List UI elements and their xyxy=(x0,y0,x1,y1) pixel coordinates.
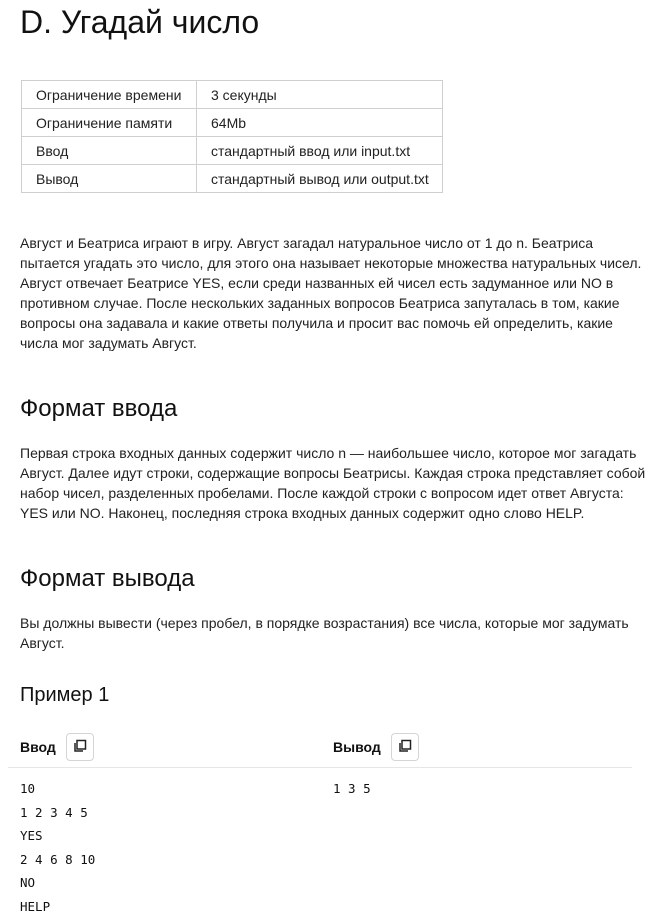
example-output-header xyxy=(333,732,419,762)
copy-icon xyxy=(73,739,87,756)
input-format-heading: Формат ввода xyxy=(20,395,178,422)
code-line: 10 xyxy=(20,781,36,796)
example-input-code xyxy=(20,777,95,919)
limits-row-time xyxy=(22,81,443,109)
output-format-text: Вы должны вывести (через пробел, в порядке возрастания) все числа, которые мог задумать Август. xyxy=(20,615,629,651)
limit-key: Ограничение памяти xyxy=(22,109,197,137)
example-divider xyxy=(8,767,632,768)
problem-statement: Август и Беатриса играют в игру. Август загадал натуральное число от 1 до n. Беатриса пытается угадать это число, для этого она называет некоторые множества натуральных чисел. Август отвечает Беатрисе YES, если среди названных ей чисел есть задуманное или NO в противном случае. После нескольких заданных вопросов Беатриса запуталась в том, какие вопросы она задавала и какие ответы получила и просит вас помочь ей определить, какие числа мог задумать Август. xyxy=(20,235,642,351)
limit-value: 64Mb xyxy=(197,109,443,137)
limit-key: Вывод xyxy=(22,165,197,193)
limits-table xyxy=(21,80,443,193)
example-input-label: Ввод xyxy=(20,739,56,755)
code-line: 2 4 6 8 10 xyxy=(20,851,96,867)
code-line: 1 2 3 4 5 xyxy=(20,804,88,820)
example-output-label: Вывод xyxy=(333,739,381,755)
code-line: NO xyxy=(20,875,36,891)
code-line: 1 3 5 xyxy=(333,781,371,796)
limits-row-input xyxy=(22,137,443,165)
limit-value: стандартный ввод или input.txt xyxy=(197,137,443,165)
limit-value: 3 секунды xyxy=(197,81,443,109)
limit-key: Ввод xyxy=(22,137,197,165)
problem-title: D. Угадай число xyxy=(20,4,260,40)
limits-row-memory xyxy=(22,109,443,137)
example-input-header xyxy=(20,732,94,762)
copy-icon xyxy=(398,739,412,756)
limit-value: стандартный вывод или output.txt xyxy=(197,165,443,193)
code-line: HELP xyxy=(20,898,51,914)
input-format-text: Первая строка входных данных содержит число n — наибольшее число, которое мог загадать Август. Далее идут строки, содержащие вопросы Беатрисы. Каждая строка представляет собой набор чисел, разделенных пробелами. После каждой строки с вопросом идет ответ Августа: YES или NO. Наконец, последняя строка входных данных содержит одно слово HELP. xyxy=(20,445,646,521)
copy-input-button[interactable] xyxy=(66,733,94,761)
output-format-heading: Формат вывода xyxy=(20,565,195,592)
code-line: YES xyxy=(20,828,43,844)
limit-key: Ограничение времени xyxy=(22,81,197,109)
example-output-code xyxy=(333,777,371,801)
example-heading: Пример 1 xyxy=(20,684,110,706)
limits-row-output xyxy=(22,165,443,193)
copy-output-button[interactable] xyxy=(391,733,419,761)
